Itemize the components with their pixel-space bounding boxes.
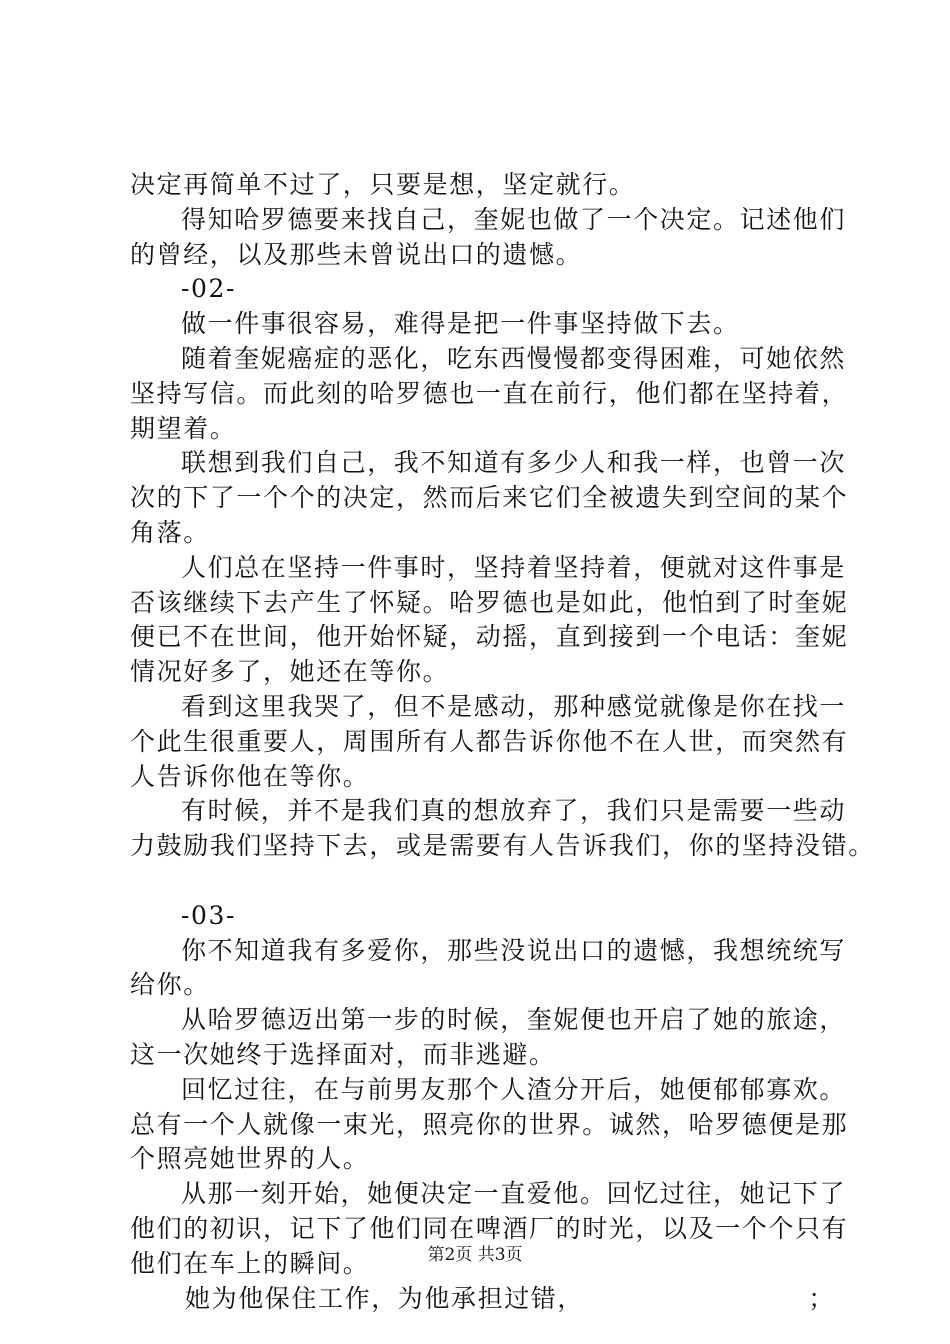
text-line: 个此生很重要人，周围所有人都告诉你他不在人世，而突然有 xyxy=(130,726,849,756)
paragraph-start: 从那一刻开始，她便决定一直爱他。回忆过往，她记下了 xyxy=(181,1179,847,1209)
text-line: 人告诉你他在等你。 xyxy=(130,761,370,791)
trailing-semicolon: ； xyxy=(808,1283,835,1313)
paragraph-start: 你不知道我有多爱你，那些没说出口的遗憾，我想统统写 xyxy=(181,935,847,965)
text-line: 他们在车上的瞬间。 xyxy=(130,1248,370,1278)
text-line: 的曾经，以及那些未曾说出口的遗憾。 xyxy=(130,239,583,269)
paragraph-start: 得知哈罗德要来找自己，奎妮也做了一个决定。记述他们 xyxy=(181,204,847,234)
document-body xyxy=(130,168,875,1316)
last-line xyxy=(130,1282,835,1317)
text-line: 这一次她终于选择面对，而非逃避。 xyxy=(130,1039,556,1069)
paragraph-start: 看到这里我哭了，但不是感动，那种感觉就像是你在找一 xyxy=(181,691,847,721)
text-line: 个照亮她世界的人。 xyxy=(130,1144,370,1174)
last-line-text: 她为他保住工作，为他承担过错， xyxy=(185,1283,585,1313)
paragraph-start: 有时候，并不是我们真的想放弃了，我们只是需要一些动 xyxy=(181,796,847,826)
paragraph-start: 人们总在坚持一件事时，坚持着坚持着，便就对这件事是 xyxy=(181,552,847,582)
blank-line xyxy=(130,864,835,899)
text-line: 否该继续下去产生了怀疑。哈罗德也是如此，他怕到了时奎妮 xyxy=(130,587,849,617)
paragraph-start: 做一件事很容易，难得是把一件事坚持做下去。 xyxy=(181,309,740,339)
section-marker-02: -02- xyxy=(181,274,237,304)
text-line: 力鼓励我们坚持下去，或是需要有人告诉我们，你的坚持没错。 xyxy=(130,831,875,861)
text-line: 次的下了一个个的决定，然而后来它们全被遗失到空间的某个 xyxy=(130,483,849,513)
paragraph-start: 联想到我们自己，我不知道有多少人和我一样，也曾一次 xyxy=(181,448,847,478)
text-line: 他们的初识，记下了他们同在啤酒厂的时光，以及一个个只有 xyxy=(130,1213,849,1243)
text-line: 情况好多了，她还在等你。 xyxy=(130,657,450,687)
page-footer: 第2页 共3页 xyxy=(427,1245,523,1265)
text-line: 期望着。 xyxy=(130,413,237,443)
text-line: 便已不在世间，他开始怀疑，动摇，直到接到一个电话：奎妮 xyxy=(130,622,849,652)
text-line: 给你。 xyxy=(130,970,210,1000)
section-marker-03: -03- xyxy=(181,900,237,930)
text-line: 角落。 xyxy=(130,517,210,547)
text-line: 决定再简单不过了，只要是想，坚定就行。 xyxy=(130,170,636,199)
text-line: 坚持写信。而此刻的哈罗德也一直在前行，他们都在坚持着， xyxy=(130,378,849,408)
paragraph-start: 从哈罗德迈出第一步的时候，奎妮便也开启了她的旅途， xyxy=(181,1005,847,1035)
text-line: 总有一个人就像一束光，照亮你的世界。诚然，哈罗德便是那 xyxy=(130,1109,849,1139)
paragraph-start: 回忆过往，在与前男友那个人渣分开后，她便郁郁寡欢。 xyxy=(181,1074,847,1104)
paragraph-start: 随着奎妮癌症的恶化，吃东西慢慢都变得困难，可她依然 xyxy=(181,343,847,373)
